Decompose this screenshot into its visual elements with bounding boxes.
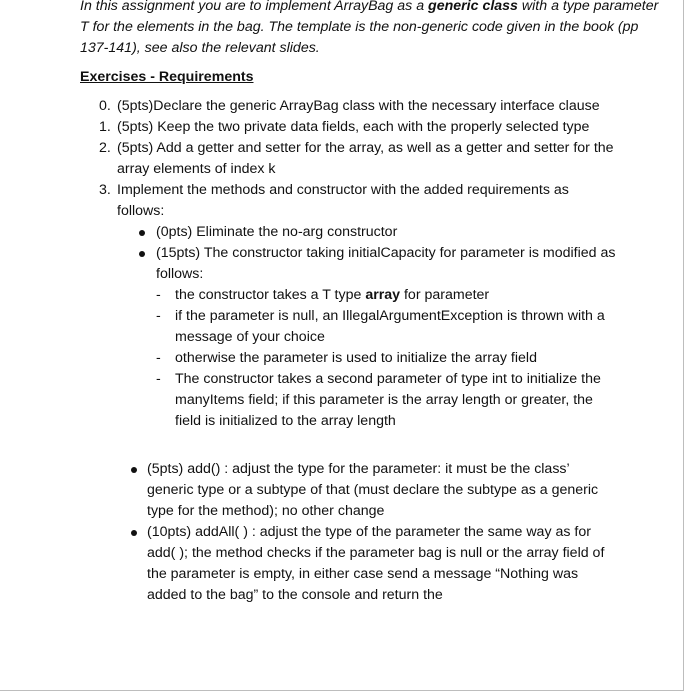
dash-item [156, 348, 620, 369]
list-number: 2. [99, 140, 111, 156]
requirements-list [80, 96, 620, 432]
sub-bullet-list [117, 222, 620, 432]
list-number: 1. [99, 119, 111, 135]
list-number: 0. [99, 98, 111, 114]
list-item [80, 180, 620, 432]
dash-text-post: for parameter [400, 287, 490, 303]
list-number: 3. [99, 182, 111, 198]
bullet-icon [139, 251, 145, 257]
intro-bold-generic-class: generic class [428, 0, 518, 14]
bullet-icon [131, 530, 137, 536]
dash-list [156, 285, 620, 432]
dash-icon: - [156, 350, 161, 366]
bullet-text: (10pts) addAll( ) : adjust the type of the parameter the same way as for add( ); the method checks if the parameter bag is null or the array field of the parameter is empty, in either case send a message “Nothing was added to the bag” to the console and return the [147, 524, 605, 603]
list-item [80, 117, 620, 138]
list-item-text: (5pts)Declare the generic ArrayBag class with the necessary interface clause [117, 98, 600, 114]
dash-item [156, 306, 620, 348]
dash-item [156, 369, 620, 432]
dash-text: otherwise the parameter is used to initialize the array field [175, 350, 537, 366]
dash-icon: - [156, 308, 161, 324]
bullet-item [117, 222, 620, 243]
list-item [80, 138, 620, 180]
list-item [80, 96, 620, 117]
intro-text-1: In this assignment you are to implement ArrayBag as a [80, 0, 429, 14]
bullet-icon [131, 467, 137, 473]
dash-text: The constructor takes a second parameter of type int to initialize the manyItems field; if this parameter is the array length or greater, the field is initialized to the array length [175, 371, 601, 429]
bullet-item [110, 459, 610, 522]
bullet-text: (15pts) The constructor taking initialCapacity for parameter is modified as follows: [156, 245, 616, 282]
intro-text-2: with a type parameter T for the elements in the bag. The template is the non-generic code given in the book (pp 137-141), see also the relevant slides. [80, 0, 659, 56]
dash-text-bold: array [365, 287, 401, 303]
method-bullet-list [110, 459, 610, 606]
list-item-text: (5pts) Keep the two private data fields, each with the properly selected type [117, 119, 590, 135]
dash-icon: - [156, 287, 161, 303]
dash-icon: - [156, 371, 161, 387]
section-heading: Exercises - Requirements [80, 69, 254, 85]
dash-text: if the parameter is null, an IllegalArgumentException is thrown with a message of your choice [175, 308, 605, 345]
bullet-icon [139, 230, 145, 236]
list-item-text: (5pts) Add a getter and setter for the array, as well as a getter and setter for the array elements of index k [117, 140, 614, 177]
bullet-text: (0pts) Eliminate the no-arg constructor [156, 224, 398, 240]
dash-text-pre: the constructor takes a T type [175, 287, 366, 303]
list-item-text: Implement the methods and constructor with the added requirements as follows: [117, 182, 569, 219]
bullet-item [110, 522, 610, 606]
bullet-item [117, 243, 620, 432]
dash-item [156, 285, 620, 306]
intro-paragraph [80, 0, 660, 59]
bullet-text: (5pts) add() : adjust the type for the parameter: it must be the class’ generic type or a subtype of that (must declare the subtype as a generic type for the method); no other change [147, 461, 599, 519]
